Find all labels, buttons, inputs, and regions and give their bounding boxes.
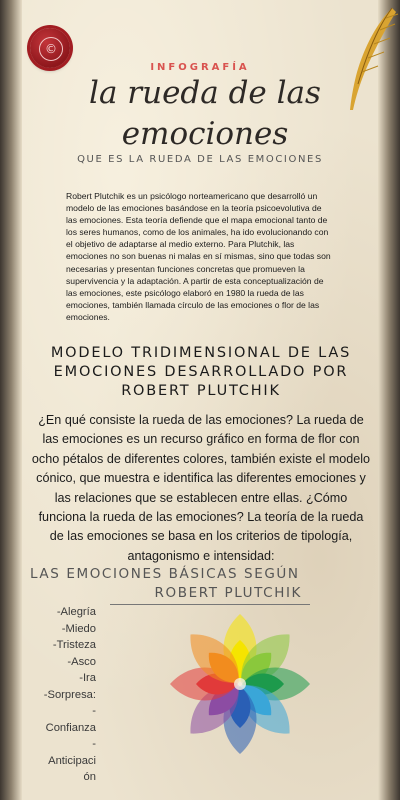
list-item: - [92,738,96,750]
emotion-wheel-illustration [100,612,390,798]
list-item: - [92,705,96,717]
heading-divider [110,604,310,605]
list-item: Confianza [45,721,96,734]
list-item: ón [83,771,96,783]
list-item: -Miedo [61,622,96,635]
model-heading: MODELO TRIDIMENSIONAL DE LAS EMOCIONES DESARROLLADO POR ROBERT PLUTCHIK [50,345,352,399]
page-title: la rueda de las emociones [89,75,321,152]
basic-emotions-heading-line2: ROBERT PLUTCHIK [154,585,302,601]
list-item: -Alegría [56,606,96,618]
left-page-edge [0,0,22,800]
list-item: -Sorpresa: [43,688,96,701]
model-body: ¿En qué consiste la rueda de las emociones? La rueda de las emociones es un recurso gráfico en forma de flor con ocho pétalos de diferentes colores, también existe el modelo cónico, que muestra e identifica las diferentes emociones y las relaciones que se establecen entre ellas. ¿Cómo funciona la rueda de las emociones? La teoría de la rueda de las emociones se basa en los criterios de tipología, antagonismo e intensidad: [31,413,371,563]
basic-emotions-heading-line1: LAS EMOCIONES BÁSICAS SEGÚN [30,566,300,582]
infographic-eyebrow: INFOGRAFÍA [150,62,250,73]
basic-emotions-list [28,604,96,786]
intro-paragraph: Robert Plutchik es un psicólogo norteamericano que desarrolló un modelo de las emociones basándose en la teoría psicoevolutiva de las emociones. Esta teoría defiende que el mapa emocional tanto de los seres humanos, como de los animales, ha ido evolucionando con el objetivo de adaptarse al medio externo. Para Plutchik, las emociones no son buenas ni malas en sí mismas, sino que todas son necesarias y presentan funciones concretas que promueven la supervivencia y la adaptación. A partir de esta conceptualización de las emociones, este psicólogo elaboró en 1980 la rueda de las emociones, también llamada círculo de las emociones o flor de las emociones. [66,191,331,322]
basic-emotions-heading [30,565,310,603]
list-item: -Asco [67,655,96,668]
wax-seal-icon: © [30,28,70,68]
list-item: -Tristeza [52,639,96,651]
list-item: Anticipaci [48,754,96,767]
page-subtitle: QUE ES LA RUEDA DE LAS EMOCIONES [77,154,323,165]
list-item: -Ira [79,672,96,684]
